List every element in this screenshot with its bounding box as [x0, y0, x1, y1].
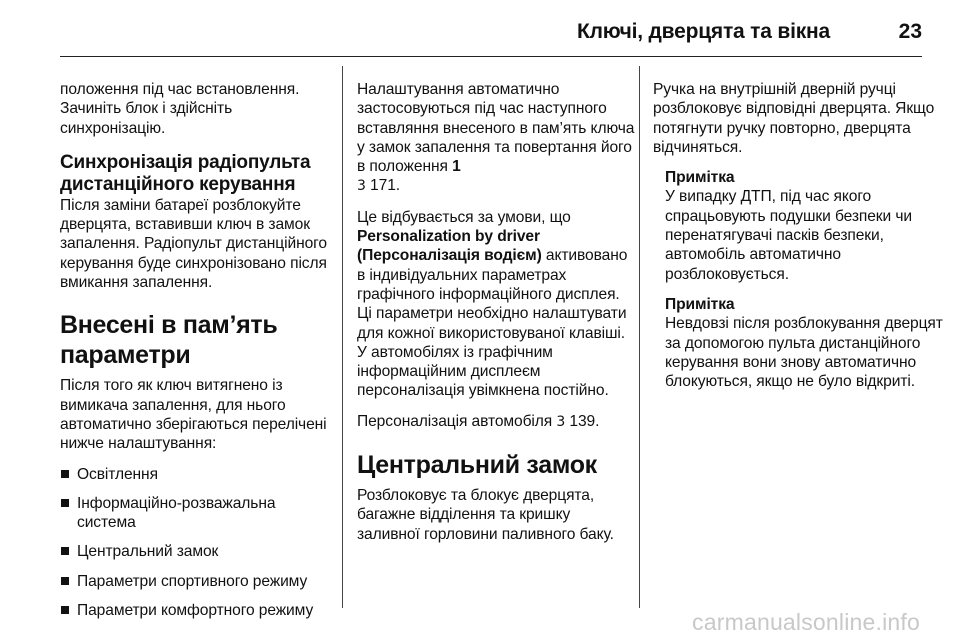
door-handle-paragraph: Ручка на внутрішній дверній ручці розблоковує відповідні дверцята. Якщо потягнути ручку повторно, дверцята відчиняться. — [653, 81, 935, 156]
vehicle-personalization-reference: Персоналізація автомобіля 3 139. — [357, 412, 600, 430]
bullet-square-icon — [61, 499, 69, 507]
bullet-square-icon — [61, 577, 69, 585]
ignition-position-value: 1 — [452, 158, 461, 176]
page-reference[interactable]: 139. — [569, 412, 600, 430]
list-item: Параметри комфортного режиму — [60, 601, 336, 620]
page-title: Ключі, дверцята та вікна — [576, 20, 830, 43]
memory-settings-list — [60, 465, 336, 621]
bullet-square-icon — [61, 606, 69, 614]
memory-settings-paragraph: Після того як ключ витягнено із вимикача запалення, для нього автоматично зберігаються перелічені нижче налаштування: — [60, 377, 327, 453]
central-lock-paragraph: Розблоковує та блокує дверцята, багажне відділення та кришку заливної горловини паливного баку. — [357, 487, 614, 543]
note-title: Примітка — [665, 169, 735, 187]
note-text: У випадку ДТП, під час якого спрацьовують подушки безпеки чи перенатягувачі пасків безпеки, автомобіль автоматично розблоковується. — [665, 188, 913, 283]
note-auto-relock — [653, 295, 953, 391]
intro-paragraph: положення під час встановлення. Зачиніть блок і здійсніть синхронізацію. — [60, 81, 300, 137]
column-divider-left — [342, 66, 343, 608]
central-lock-heading: Центральний замок — [357, 451, 597, 480]
memory-settings-heading: Внесені в пам’ять параметри — [60, 311, 278, 370]
bullet-square-icon — [61, 470, 69, 478]
column-middle — [357, 80, 635, 555]
column-left — [60, 80, 336, 630]
note-text: Невдовзі після розблокування дверцят за допомогою пульта дистанційного керування вони знову автоматично блокуються, якщо не було відкриті. — [665, 315, 943, 391]
watermark: carmanualsonline.info — [692, 609, 920, 635]
list-item: Інформаційно-розважальна система — [60, 494, 336, 533]
column-right — [653, 80, 953, 402]
page-header — [60, 14, 922, 57]
list-item: Центральний замок — [60, 542, 336, 561]
list-item: Параметри спортивного режиму — [60, 572, 336, 591]
personalization-paragraph: Це відбувається за умови, що Personalization by driver (Персоналізація водієм) активовано в індивідуальних параметрах графічного інформаційного дисплея. Ці параметри необхідно налаштувати для кожної використовуваної клавіші. У автомобілях із графічним інформаційним дисплеєм персоналізація увімкнена постійно. — [357, 208, 628, 400]
list-item: Освітлення — [60, 465, 336, 484]
page-reference[interactable]: 171. — [370, 177, 400, 195]
settings-apply-paragraph: Налаштування автоматично застосовуються під час наступного вставляння внесеного в пам’ять ключа у замок запалення та повертання його в положення 1 3 171. — [357, 81, 635, 195]
note-title: Примітка — [665, 295, 735, 313]
bullet-square-icon — [61, 547, 69, 555]
personalization-option-name: Personalization by driver (Персоналізація водієм) — [357, 228, 542, 265]
column-divider-right — [639, 66, 640, 608]
remote-sync-heading: Синхронізація радіопульта дистанційного керування — [60, 151, 311, 195]
page-number: 23 — [898, 20, 922, 43]
page-reference-arrow-icon: 3 — [556, 413, 566, 430]
note-accident — [653, 168, 953, 284]
page-reference-arrow-icon: 3 — [357, 178, 366, 195]
remote-sync-paragraph: Після заміни батареї розблокуйте дверцята, вставивши ключ в замок запалення. Радіопульт дистанційного керування буде синхронізовано після вмикання запалення. — [60, 196, 327, 292]
